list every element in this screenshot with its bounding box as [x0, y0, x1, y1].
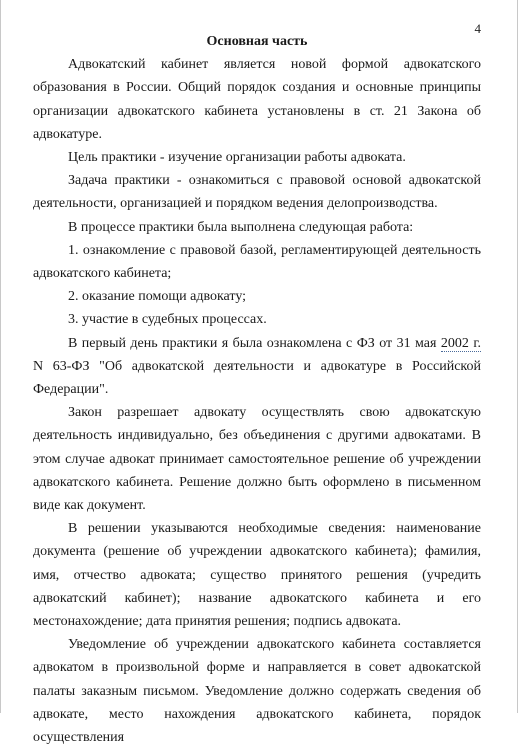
- paragraph-law: [33, 332, 481, 402]
- paragraph-decision: В решении указываются необходимые сведения: наименование документа (решение об учреждении адвокатского кабинета); фамилия, имя, отчество адвоката; существо принятого решения (учредить адвокатский кабинет); название адвокатского кабинета и его местонахождение; дата принятия решения; подпись адвоката.: [33, 521, 481, 630]
- paragraph-goal: Цель практики - изучение организации работы адвоката.: [68, 150, 406, 166]
- paragraph-law-permits: Закон разрешает адвокату осуществлять свою адвокатскую деятельность индивидуально, без объединения с другими адвокатами. В этом случае адвокат принимает самостоятельное решение об учреждении адвокатского кабинета. Решение должно быть оформлено в письменном виде как документ.: [33, 405, 481, 514]
- list-item-3: 3. участие в судебных процессах.: [68, 312, 267, 328]
- list-item-2: 2. оказание помощи адвокату;: [68, 289, 247, 305]
- page-number: 4: [474, 21, 481, 36]
- law-text-after: N 63-ФЗ "Об адвокатской деятельности и адвокатуре в Российской Федерации".: [33, 358, 481, 398]
- paragraph-intro: Адвокатский кабинет является новой формой адвокатского образования в России. Общий порядок создания и основные принципы организации адвокатского кабинета установлены в ст. 21 Закона об адвокатуре.: [33, 57, 481, 142]
- section-heading: Основная часть: [206, 34, 308, 49]
- law-date: 2002 г.: [440, 335, 481, 351]
- paragraph-work-intro: В процессе практики была выполнена следующая работа:: [68, 219, 414, 235]
- paragraph-notification: Уведомление об учреждении адвокатского кабинета составляется адвокатом в произвольной форме и направляется в совет адвокатской палаты заказным письмом. Уведомление должно содержать сведения об адвокате, место нахождения адвокатского кабинета, порядок осуществления: [33, 637, 481, 746]
- document-body: [33, 30, 481, 749]
- paragraph-task: Задача практики - ознакомиться с правовой основой адвокатской деятельности, организацией и порядком ведения делопроизводства.: [33, 173, 481, 212]
- list-item-1: 1. ознакомление с правовой базой, регламентирующей деятельность адвокатского кабинета;: [33, 242, 481, 282]
- law-text-before: В первый день практики я была ознакомлена с ФЗ от 31 мая: [68, 335, 441, 351]
